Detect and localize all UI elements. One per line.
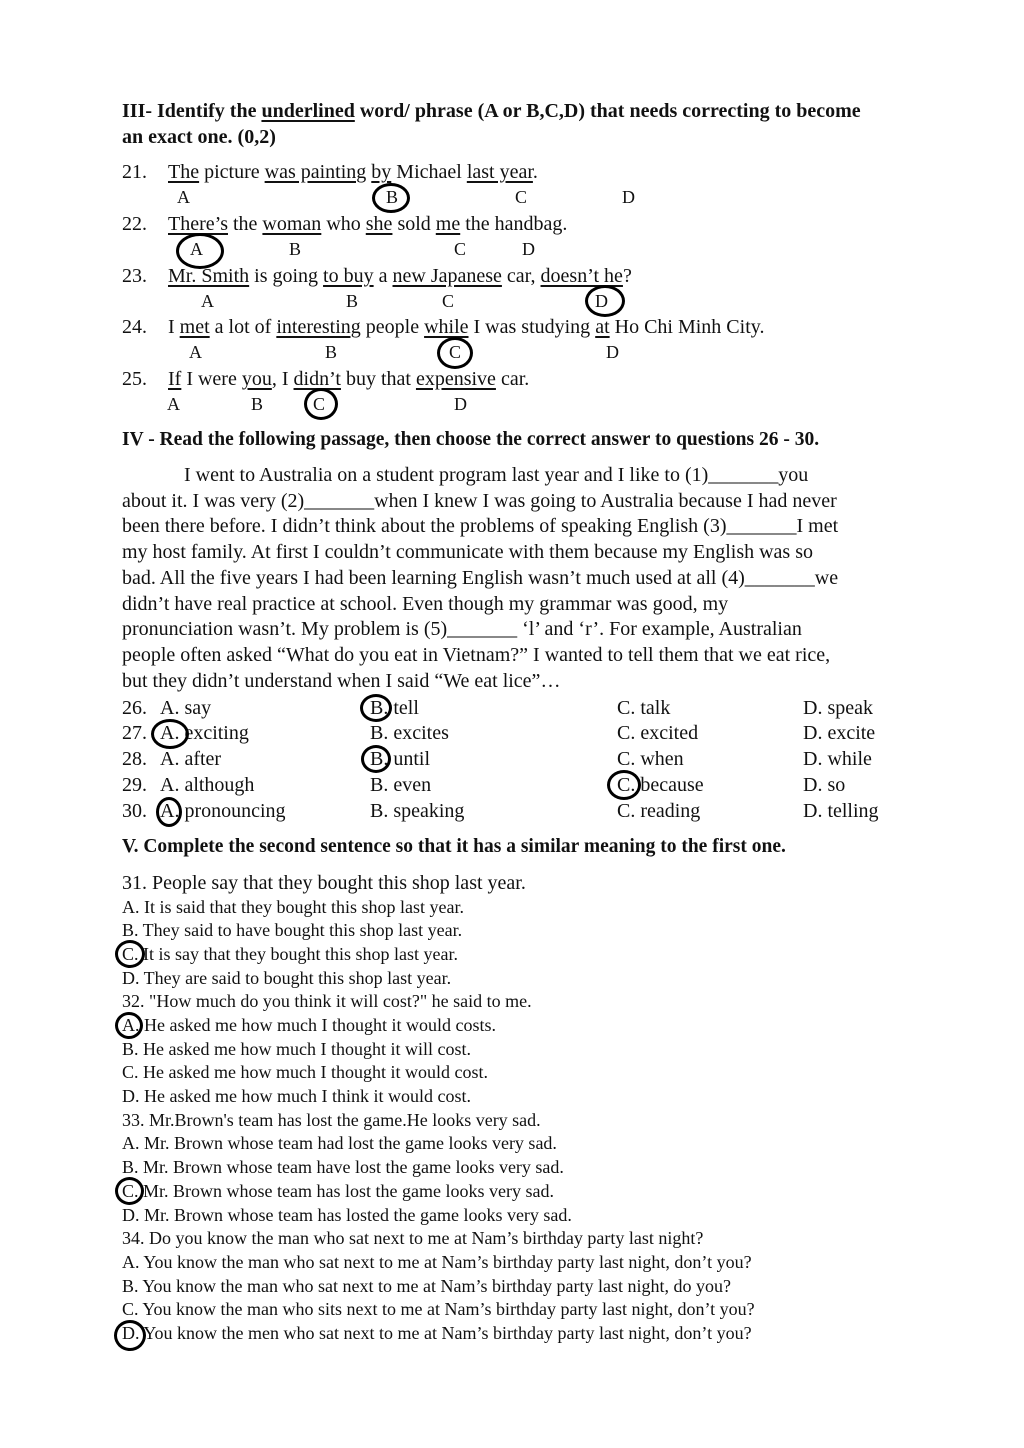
- question-stem: 31. People say that they bought this shop last year.: [122, 872, 526, 894]
- passage-line: didn’t have real practice at school. Even though my grammar was good, my: [122, 592, 729, 615]
- letter-a: A: [190, 239, 203, 259]
- option-b-text: you: [241, 368, 272, 390]
- question-25: [122, 368, 529, 391]
- letter-a: A: [167, 394, 180, 414]
- passage-line: but they didn’t understand when I said “We eat lice”…: [122, 669, 561, 692]
- answer-circle-icon: [115, 1177, 144, 1205]
- option-c: C. excited: [617, 722, 699, 744]
- option-line: A. He asked me how much I thought it would costs.: [122, 1015, 496, 1035]
- option-a-text: The: [168, 161, 200, 183]
- option-b: B. until: [370, 748, 431, 770]
- letter-b: B: [325, 342, 338, 362]
- option-a: A. say: [160, 697, 212, 719]
- option-d: D. telling: [803, 800, 879, 822]
- question-22: [122, 213, 567, 236]
- option-d: D. so: [803, 774, 846, 796]
- letter-d: D: [606, 342, 619, 362]
- option-b-text: was painting: [264, 161, 367, 183]
- option-c: C. reading: [617, 800, 701, 822]
- sentence-text: I were: [181, 368, 242, 390]
- sentence-text: is going: [249, 265, 324, 287]
- option-a: A. exciting: [160, 722, 249, 744]
- letter-b: B: [251, 394, 264, 414]
- option-b-text: woman: [262, 213, 322, 235]
- question-number: 21.: [122, 161, 147, 183]
- option-line: B. You know the man who sat next to me at Nam’s birthday party last night, do you?: [122, 1276, 731, 1296]
- letter-d: D: [622, 187, 635, 207]
- option-c: C. when: [617, 748, 684, 770]
- option-d: D. excite: [803, 722, 876, 744]
- passage-line: my host family. At first I couldn’t communicate with them because my English was so: [122, 541, 813, 564]
- passage-line: about it. I was very (2)_______when I knew I was going to Australia because I had never: [122, 489, 837, 512]
- section3-heading: [122, 100, 861, 123]
- letter-b: B: [386, 187, 399, 207]
- option-d-text: me: [435, 213, 461, 235]
- option-line: C. Mr. Brown whose team has lost the game looks very sad.: [122, 1181, 554, 1201]
- letter-c: C: [449, 342, 462, 362]
- letter-d: D: [454, 394, 467, 414]
- option-d-text: expensive: [415, 368, 496, 390]
- letter-d: D: [522, 239, 535, 259]
- option-c: C. talk: [617, 697, 671, 719]
- question-number: 25.: [122, 368, 147, 390]
- sentence-text: picture: [199, 161, 265, 183]
- option-line: D. Mr. Brown whose team has losted the game looks very sad.: [122, 1205, 572, 1225]
- option-line: B. Mr. Brown whose team have lost the game looks very sad.: [122, 1157, 564, 1177]
- letter-c: C: [515, 187, 528, 207]
- sentence-text: I was studying: [468, 316, 596, 338]
- question-24: [122, 316, 764, 339]
- question-stem: 33. Mr.Brown's team has lost the game.He looks very sad.: [122, 1110, 541, 1130]
- question-number: 23.: [122, 265, 147, 287]
- option-line: C. You know the man who sits next to me at Nam’s birthday party last night, don’t you?: [122, 1299, 755, 1319]
- question-number: 22.: [122, 213, 147, 235]
- option-b: B. even: [370, 774, 432, 796]
- section4-heading: IV - Read the following passage, then choose the correct answer to questions 26 - 30.: [122, 429, 820, 450]
- option-line: D. They are said to bought this shop last year.: [122, 968, 452, 988]
- option-d-text: at: [595, 316, 610, 338]
- option-line: D. You know the men who sat next to me at Nam’s birthday party last night, don’t you?: [122, 1323, 752, 1343]
- question-number: 26.: [122, 697, 147, 719]
- answer-circle-icon: [156, 797, 182, 827]
- sentence-text: people: [360, 316, 425, 338]
- option-a: A. pronouncing: [160, 800, 286, 822]
- question-number: 27.: [122, 722, 147, 744]
- sentence-text: who: [321, 213, 366, 235]
- sentence-text: I: [168, 316, 180, 338]
- question-number: 29.: [122, 774, 147, 796]
- answer-circle-icon: [372, 183, 410, 213]
- option-c-text: didn’t: [293, 368, 341, 390]
- answer-circle-icon: [114, 1320, 146, 1351]
- option-a: A. although: [160, 774, 255, 796]
- passage-line: been there before. I didn’t think about the problems of speaking English (3)_______I met: [122, 515, 839, 538]
- question-stem: 34. Do you know the man who sat next to me at Nam’s birthday party last night?: [122, 1228, 704, 1248]
- letter-b: B: [346, 291, 359, 311]
- option-d-text: last year: [466, 161, 533, 183]
- letter-a: A: [189, 342, 202, 362]
- sentence-text: car,: [501, 265, 541, 287]
- question-number: 28.: [122, 748, 147, 770]
- reading-passage: [122, 463, 924, 694]
- option-d: D. while: [803, 748, 872, 770]
- option-b-text: interesting: [276, 316, 361, 338]
- answer-circle-icon: [607, 770, 641, 800]
- passage-line: bad. All the five years I had been learning English wasn’t much used at all (4)_______we: [122, 566, 839, 589]
- answer-circle-icon: [437, 337, 473, 369]
- sentence-text: , I: [271, 368, 294, 390]
- option-line: A. You know the man who sat next to me at Nam’s birthday party last night, don’t you?: [122, 1252, 752, 1272]
- section3-heading-line2: an exact one. (0,2): [122, 126, 276, 148]
- option-line: D. He asked me how much I think it would cost.: [122, 1086, 471, 1106]
- question-stem: 32. "How much do you think it will cost?" he said to me.: [122, 991, 532, 1011]
- answer-circle-icon: [176, 233, 224, 269]
- passage-line: people often asked “What do you eat in Vietnam?” I wanted to tell them that we eat rice,: [122, 643, 831, 666]
- letter-d: D: [595, 291, 608, 311]
- letter-c: C: [454, 239, 467, 259]
- option-line: B. He asked me how much I thought it will cost.: [122, 1039, 471, 1059]
- sentence-text: a lot of: [209, 316, 277, 338]
- passage-line: pronunciation wasn’t. My problem is (5)_______ ‘l’ and ‘r’. For example, Australian: [122, 618, 802, 641]
- option-b: B. tell: [370, 697, 419, 719]
- sentence-text: .: [532, 161, 538, 183]
- question-number: 30.: [122, 800, 147, 822]
- passage-line: I went to Australia on a student program last year and I like to (1)_______you: [184, 464, 809, 486]
- option-c-text: while: [424, 316, 469, 338]
- option-line: A. It is said that they bought this shop last year.: [122, 897, 464, 917]
- letter-a: A: [201, 291, 214, 311]
- section5-heading: V. Complete the second sentence so that it has a similar meaning to the first one.: [122, 836, 786, 857]
- sentence-text: Michael: [391, 161, 467, 183]
- sentence-text: car.: [495, 368, 530, 390]
- option-b: B. excites: [370, 722, 449, 744]
- sentence-text: the: [227, 213, 263, 235]
- answer-circle-icon: [585, 285, 625, 317]
- option-line: B. They said to have bought this shop last year.: [122, 920, 463, 940]
- option-a-text: Mr. Smith: [168, 265, 250, 287]
- sentence-text: a: [373, 265, 393, 287]
- option-a: A. after: [160, 748, 222, 770]
- answer-circle-icon: [360, 694, 392, 722]
- question-number: 24.: [122, 316, 147, 338]
- option-d-text: doesn’t he: [540, 265, 623, 287]
- option-c: C. because: [617, 774, 704, 796]
- answer-circle-icon: [115, 1012, 143, 1039]
- option-c-text: by: [371, 161, 392, 183]
- sentence-text: buy that: [340, 368, 416, 390]
- option-c-text: she: [365, 213, 393, 235]
- sentence-text: Ho Chi Minh City.: [609, 316, 765, 338]
- option-a-text: There’s: [168, 213, 228, 235]
- question-21: [122, 161, 538, 184]
- heading-text: III- Identify the: [122, 100, 257, 122]
- letter-c: C: [442, 291, 455, 311]
- letter-a: A: [177, 187, 190, 207]
- sentence-text: sold: [392, 213, 436, 235]
- answer-circle-icon: [304, 388, 338, 420]
- option-d: D. speak: [803, 697, 873, 719]
- answer-circle-icon: [361, 745, 391, 773]
- option-a-text: If: [168, 368, 182, 390]
- sentence-text: ?: [622, 265, 632, 287]
- heading-underlined-word: underlined: [261, 100, 355, 122]
- sentence-text: the handbag.: [460, 213, 568, 235]
- option-b-text: to buy: [323, 265, 374, 287]
- answer-circle-icon: [115, 940, 145, 968]
- letter-b: B: [289, 239, 302, 259]
- answer-circle-icon: [151, 719, 189, 749]
- option-line: A. Mr. Brown whose team had lost the game looks very sad.: [122, 1133, 557, 1153]
- option-line: C. It is say that they bought this shop last year.: [122, 944, 458, 964]
- option-b: B. speaking: [370, 800, 465, 822]
- heading-text: word/ phrase (A or B,C,D) that needs correcting to become: [359, 100, 861, 122]
- option-line: C. He asked me how much I thought it would cost.: [122, 1062, 488, 1082]
- option-a-text: met: [179, 316, 210, 338]
- letter-c: C: [313, 394, 326, 414]
- option-c-text: new Japanese: [392, 265, 502, 287]
